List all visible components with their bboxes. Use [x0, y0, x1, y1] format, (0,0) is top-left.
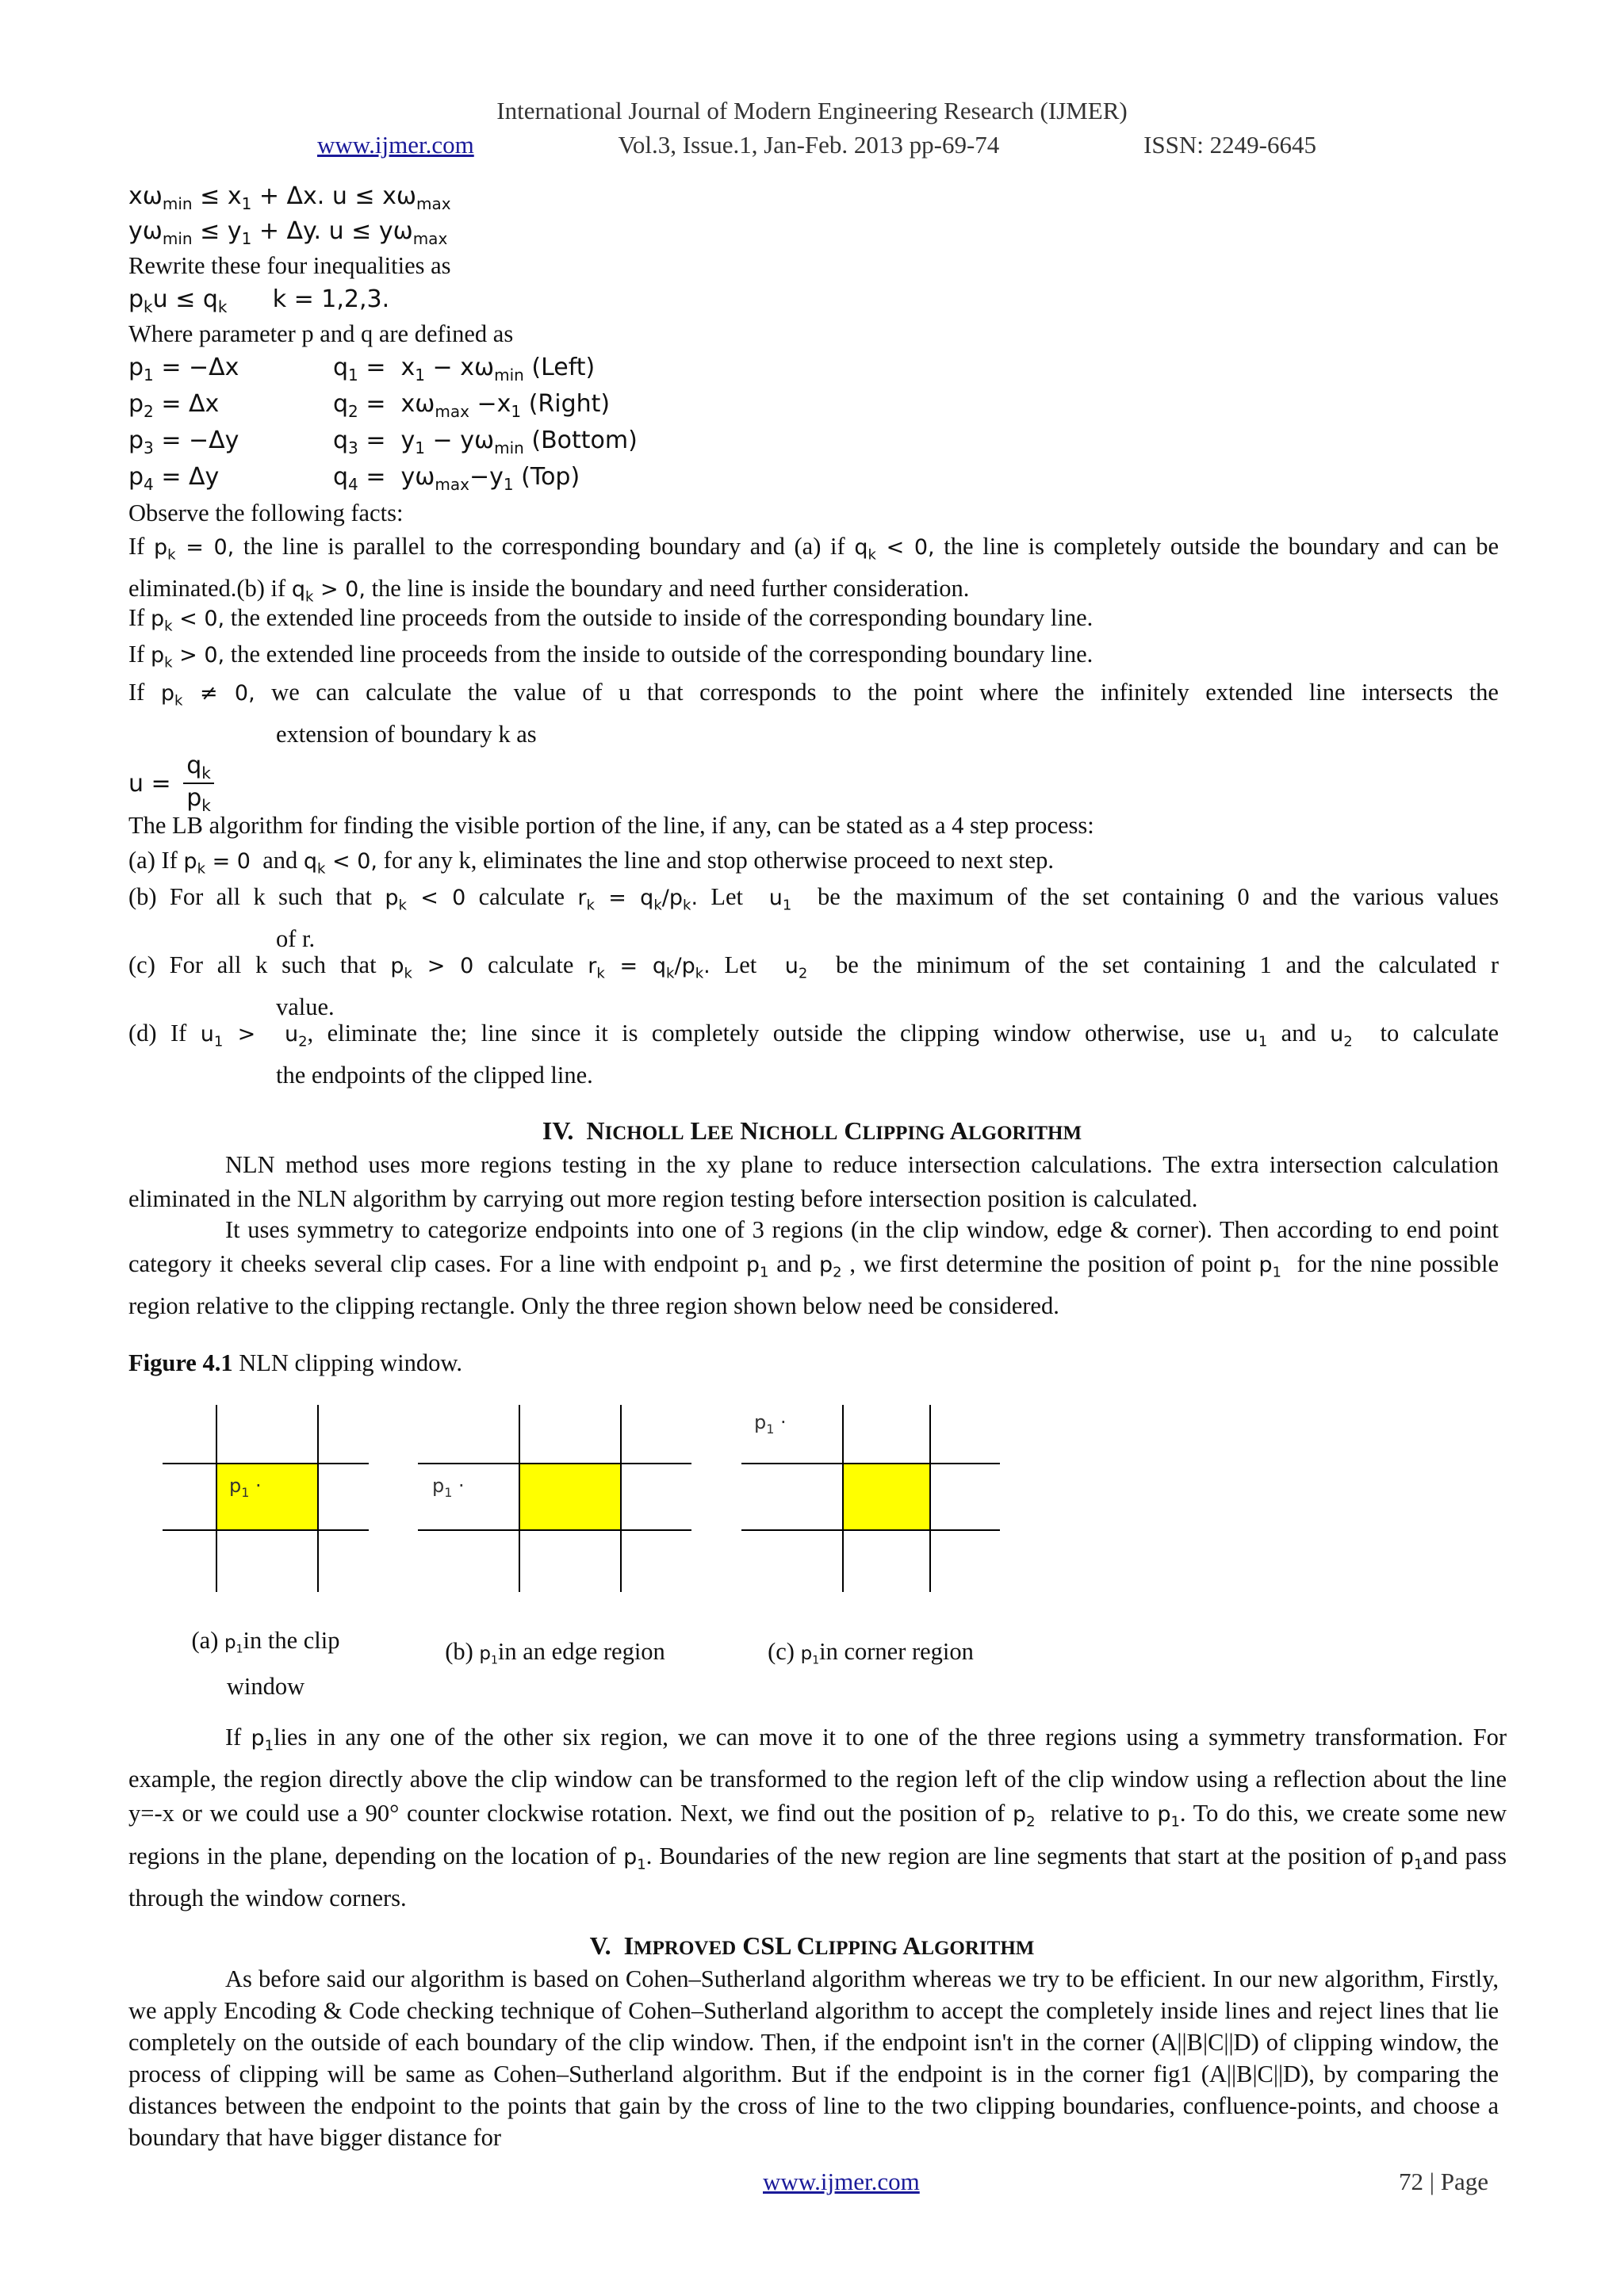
step-c: (c) For all k such that $p_k > 0$ calculate $r_k = q_k/p_k$. Let $u_2$ be the minimum of the set containing 1 and the calculated r value.	[128, 951, 1499, 1021]
section-4-para-1: NLN method uses more regions testing in the xy plane to reduce intersection calculations. The extra intersection calculation eliminated in the NLN algorithm by carrying out more region testing before intersection position is calculated.	[128, 1151, 1499, 1212]
where-text: Where parameter p and q are defined as	[128, 320, 514, 347]
caption-a: (a) $p_1in$ the clip window	[191, 1627, 340, 1700]
observe-text: Observe the following facts:	[128, 499, 404, 526]
section-5-heading: V. IMPROVED CSL CLIPPING ALGORITHM	[589, 1931, 1035, 1960]
svg-text:p1 ·: $p_1$ ·	[432, 1475, 465, 1500]
figure-c-grid	[741, 1405, 1000, 1592]
fact-2: If $p_k < 0$, the extended line proceeds from the outside to inside of the corresponding boundary line.	[128, 604, 1094, 635]
clip-window-b	[519, 1464, 621, 1530]
lb-intro: The LB algorithm for finding the visible portion of the line, if any, can be stated as a 4 step process:	[128, 812, 1094, 839]
figure-a-grid	[163, 1405, 369, 1592]
header-issn: ISSN: 2249-6645	[1143, 131, 1316, 159]
clip-window-a	[216, 1464, 318, 1530]
def-q2: $q_2 = x\omega_{max} -x_1$ (Right)	[333, 390, 611, 421]
section-4-heading: IV. NICHOLL LEE NICHOLL CLIPPING ALGORITHM	[542, 1116, 1082, 1145]
def-q3: $q_3 = y_1 - y\omega_{min}$ (Bottom)	[333, 427, 638, 457]
inequality-x: $x\omega_{min} \le x_1 + \Delta x$. $u \le x\omega_{max}$	[128, 182, 451, 213]
section-5-para-1: As before said our algorithm is based on Cohen–Sutherland algorithm whereas we try to be efficient. In our new algorithm, Firstly, we apply Encoding & Code checking technique of Cohen–Sutherland algorithm to accept the completely inside lines and reject lines that lie completely on the outside of each boundary of the clip window. Then, if the endpoint isn't in the corner (A||B|C||D) of clipping window, the process of clipping will be same as Cohen–Sutherland algorithm. But if the endpoint is in the corner fig1 (A||B|C||D), by comparing the distances between the endpoint to the points that gain by the cross of line to the two clipping boundaries, confluence-points, and choose a boundary that have bigger distance for	[128, 1965, 1499, 2151]
header-site-link[interactable]: www.ijmer.com	[317, 131, 474, 159]
fact-1: If $p_k = 0$, the line is parallel to the corresponding boundary and (a) if $q_k < 0$, the line is completely outside the boundary and can be eliminated.(b) if $q_k > 0$, the line is inside the boundary and need further consideration.	[128, 533, 1499, 606]
rewrite-text: Rewrite these four inequalities as	[128, 252, 451, 279]
inequality-pk: $p_ku \le q_k$ k = 1,2,3.	[128, 285, 390, 316]
u-formula: u = $\frac{q_k}{p_k}$	[128, 752, 214, 815]
clip-window-c	[843, 1464, 930, 1530]
def-q1: $q_1 = x_1 - x\omega_{min}$ (Left)	[333, 354, 596, 385]
def-p4: $p_4 = \Delta y$	[128, 463, 220, 494]
header-volume: Vol.3, Issue.1, Jan-Feb. 2013 pp-69-74	[618, 131, 1000, 159]
svg-text:p1 ·: $p_1$ ·	[754, 1411, 787, 1437]
caption-c: (c) $p_1in$ corner region	[768, 1638, 974, 1667]
figure-caption: Figure 4.1 NLN clipping window.	[128, 1349, 463, 1376]
def-p2: $p_2 = \Delta x$	[128, 390, 220, 421]
step-b: (b) For all k such that $p_k < 0$ calculate $r_k = q_k/p_k$. Let $u_1$ be the maximum of the set containing 0 and the various values of r.	[128, 883, 1500, 953]
inequality-y: $y\omega_{min} \le y_1 + \Delta y$. $u \le y\omega_{max}$	[128, 217, 448, 248]
fact-4: If $p_k \ne 0$, we can calculate the value of u that corresponds to the point where the infinitely extended line intersects the extension of boundary k as	[128, 679, 1499, 748]
section-4-para-3: If $p_1lies$ in any one of the other six region, we can move it to one of the three regions using a symmetry transformation. For example, the region directly above the clip window can be transformed to the region left of the clip window using a reflection about the line y=-x or we could use a 90° counter clockwise rotation. Next, we find out the position of $p_2$ relative to $p_1$. To do this, we create some new regions in the plane, depending on the location of $p_1$. Boundaries of the new region are line segments that start at the position of $p_1and$ pass through the window corners.	[128, 1724, 1507, 1912]
caption-b: (b) $p_1in$ an edge region	[445, 1638, 665, 1667]
def-p1: $p_1 = -\Delta x$	[128, 354, 239, 385]
section-4-para-2: It uses symmetry to categorize endpoints into one of 3 regions (in the clip window, edge & corner). Then according to end point category it cheeks several clip cases. For a line with endpoint $p_1$ and $p_2$ , we first determine the position of point $p_1$ for the nine possible region relative to the clipping rectangle. Only the three region shown below need be considered.	[128, 1216, 1499, 1320]
footer-site-link[interactable]: www.ijmer.com	[763, 2168, 920, 2195]
figure-b-grid	[418, 1405, 691, 1592]
step-a: (a) If $p_k = 0$ and $q_k < 0$, for any k, eliminates the line and stop otherwise proceed to next step.	[128, 847, 1054, 878]
fact-3: If $p_k > 0$, the extended line proceeds from the inside to outside of the corresponding boundary line.	[128, 641, 1094, 672]
page-number: 72 | Page	[1399, 2168, 1488, 2195]
journal-title: International Journal of Modern Engineering Research (IJMER)	[496, 97, 1128, 124]
header-meta	[317, 131, 1316, 159]
step-d: (d) If $u_1 > u_2$, eliminate the; line since it is completely outside the clipping window otherwise, use $u_1$ and $u_2$ to calculate the endpoints of the clipped line.	[128, 1020, 1499, 1089]
def-q4: $q_4 = y\omega_{max}-y_1$ (Top)	[333, 463, 580, 494]
svg-text:p1 ·: $p_1$ ·	[229, 1475, 262, 1500]
def-p3: $p_3 = -\Delta y$	[128, 427, 239, 457]
